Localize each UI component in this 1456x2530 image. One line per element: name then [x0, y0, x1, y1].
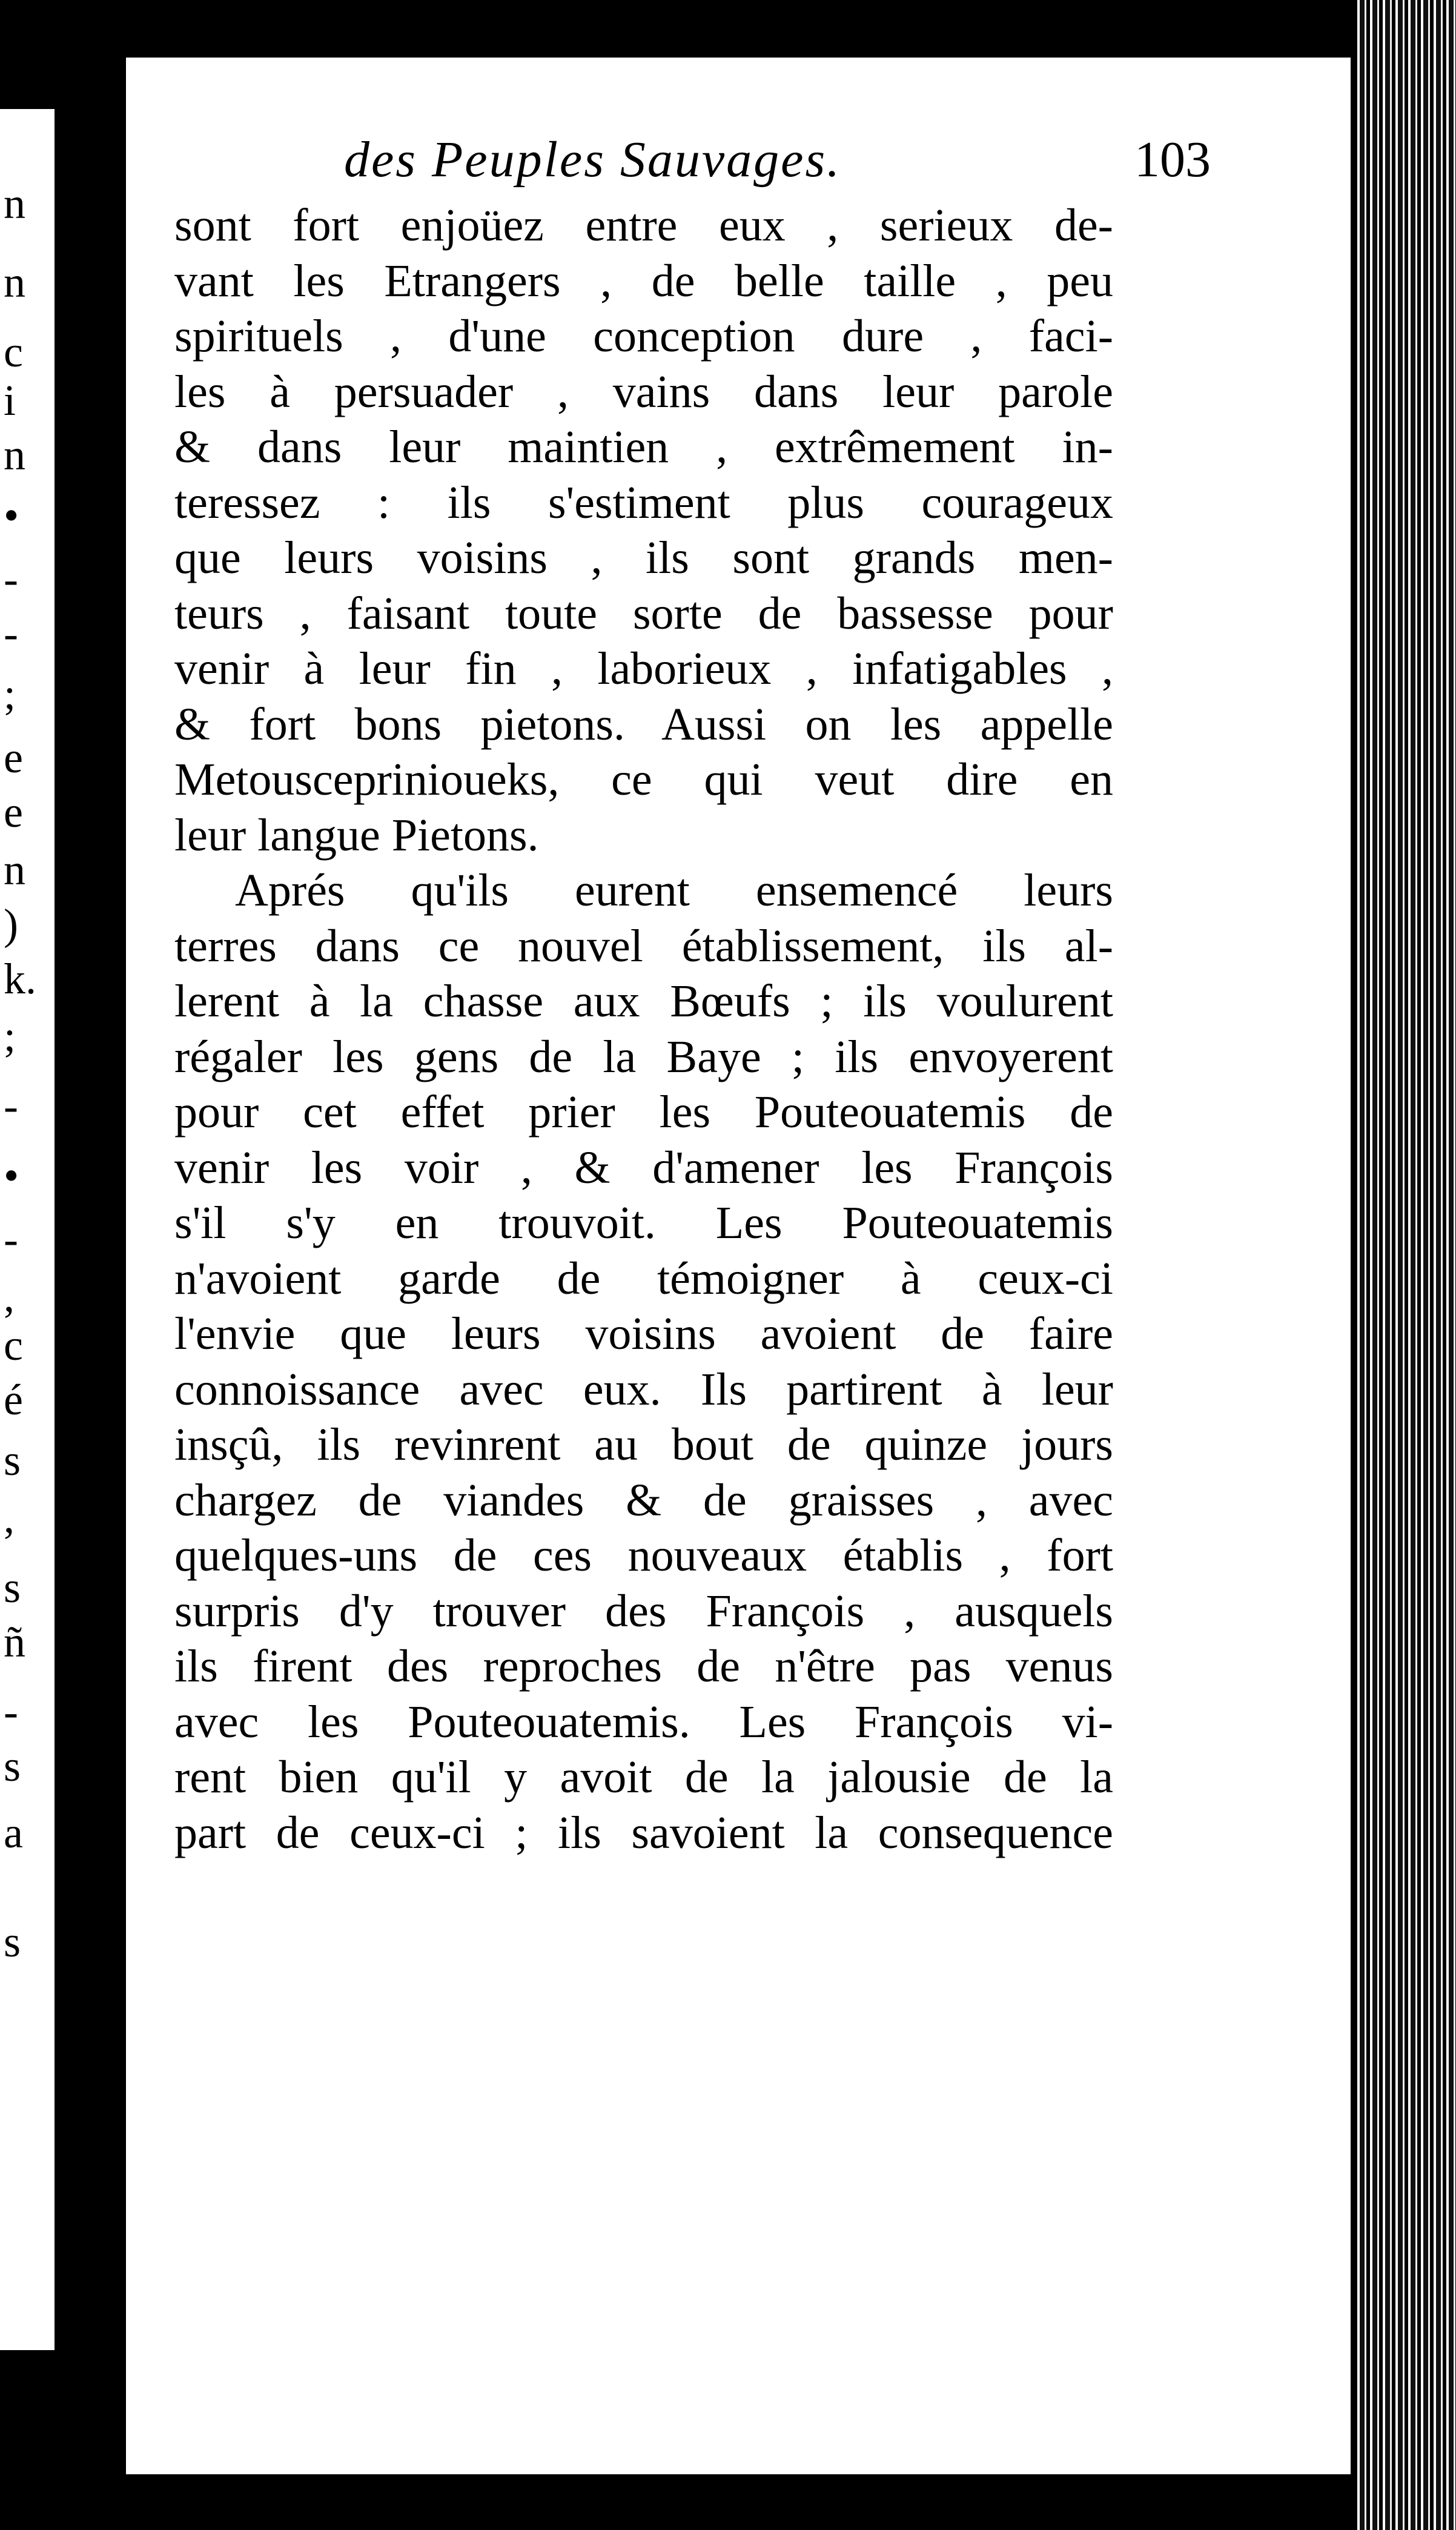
facing-page-fragment: - [4, 1082, 18, 1130]
facing-page-fragment: e [4, 788, 23, 836]
text-line: insçû, ils revinrent au bout de quinze jours [174, 1419, 1113, 1470]
text-line: teurs , faisant toute sorte de bassesse pour [174, 588, 1113, 639]
facing-page-fragment: i [4, 376, 16, 425]
facing-page-fragment: s [4, 1742, 21, 1790]
facing-page-fragment: , [4, 1273, 15, 1321]
text-line: Metousceprinioueks, ce qui veut dire en [174, 754, 1113, 805]
book-page [121, 58, 1351, 2474]
facing-page-fragment: n [4, 179, 25, 228]
facing-page-fragment: a [4, 1809, 23, 1857]
text-line: régaler les gens de la Baye ; ils envoyerent [174, 1031, 1113, 1082]
facing-page-fragment: - [4, 1687, 18, 1736]
facing-page-fragment: s [4, 1918, 21, 1966]
text-line: rent bien qu'il y avoit de la jalousie de la [174, 1752, 1113, 1803]
page-number: 103 [1134, 131, 1211, 188]
facing-page-fragment: - [4, 609, 18, 658]
facing-page-fragment: ; [4, 670, 16, 718]
text-line: terres dans ce nouvel établissement, ils al- [174, 920, 1113, 972]
facing-page-fragment: ñ [4, 1618, 25, 1666]
text-line: venir à leur fin , laborieux , infatigables , [174, 643, 1113, 694]
facing-page-fragment: • [4, 1151, 19, 1200]
text-line: & fort bons pietons. Aussi on les appelle [174, 698, 1113, 750]
facing-page-fragment: , [4, 1494, 15, 1542]
text-line: que leurs voisins , ils sont grands men- [174, 532, 1113, 583]
text-line: vant les Etrangers , de belle taille , peu [174, 255, 1113, 306]
text-line: n'avoient garde de témoigner à ceux-ci [174, 1253, 1113, 1304]
facing-page-fragment: c [4, 328, 23, 376]
facing-page-fragment: k. [4, 955, 36, 1003]
text-line: les à persuader , vains dans leur parole [174, 366, 1113, 417]
facing-page-fragment: - [4, 555, 18, 603]
text-line: l'envie que leurs voisins avoient de faire [174, 1308, 1113, 1359]
facing-page-fragment: ; [4, 1012, 16, 1061]
text-line: sont fort enjoüez entre eux , serieux de- [174, 200, 1113, 251]
body-text [174, 198, 1113, 1861]
facing-page-fragment: s [4, 1563, 21, 1612]
facing-page-fragment: ) [4, 900, 18, 949]
text-line: chargez de viandes & de graisses , avec [174, 1474, 1113, 1526]
facing-page-fragment: é [4, 1376, 23, 1424]
text-line: quelques-uns de ces nouveaux établis , fort [174, 1530, 1113, 1581]
text-line: connoissance avec eux. Ils partirent à leur [174, 1363, 1113, 1415]
text-line: venir les voir , & d'amener les François [174, 1142, 1113, 1193]
facing-page-fragment: c [4, 1321, 23, 1369]
text-line: surpris d'y trouver des François , ausquels [174, 1585, 1113, 1637]
text-line: spirituels , d'une conception dure , faci- [174, 311, 1113, 362]
text-line: lerent à la chasse aux Bœufs ; ils voulurent [174, 976, 1113, 1027]
text-line: part de ceux-ci ; ils savoient la consequence [174, 1807, 1113, 1858]
text-line: leur langue Pietons. [174, 809, 539, 861]
facing-page-fragment: e [4, 734, 23, 782]
text-line: s'il s'y en trouvoit. Les Pouteouatemis [174, 1197, 1113, 1248]
facing-page-fragment: s [4, 1436, 21, 1485]
text-line: ils firent des reproches de n'être pas venus [174, 1641, 1113, 1692]
text-line: pour cet effet prier les Pouteouatemis de [174, 1087, 1113, 1138]
running-head: des Peuples Sauvages. [344, 131, 842, 188]
facing-page-fragment: n [4, 258, 25, 306]
facing-page-fragment: n [4, 846, 25, 894]
facing-page-fragment: • [4, 491, 19, 540]
text-line: avec les Pouteouatemis. Les François vi- [174, 1696, 1113, 1747]
text-line: teressez : ils s'estiment plus courageux [174, 477, 1113, 528]
facing-page-fragment: n [4, 431, 25, 479]
facing-page-fragment: - [4, 1215, 18, 1263]
page-stack-edge [1354, 0, 1456, 2530]
text-line: Aprés qu'ils eurent ensemencé leurs [235, 865, 1113, 916]
text-line: & dans leur maintien , extrêmement in- [174, 422, 1113, 472]
